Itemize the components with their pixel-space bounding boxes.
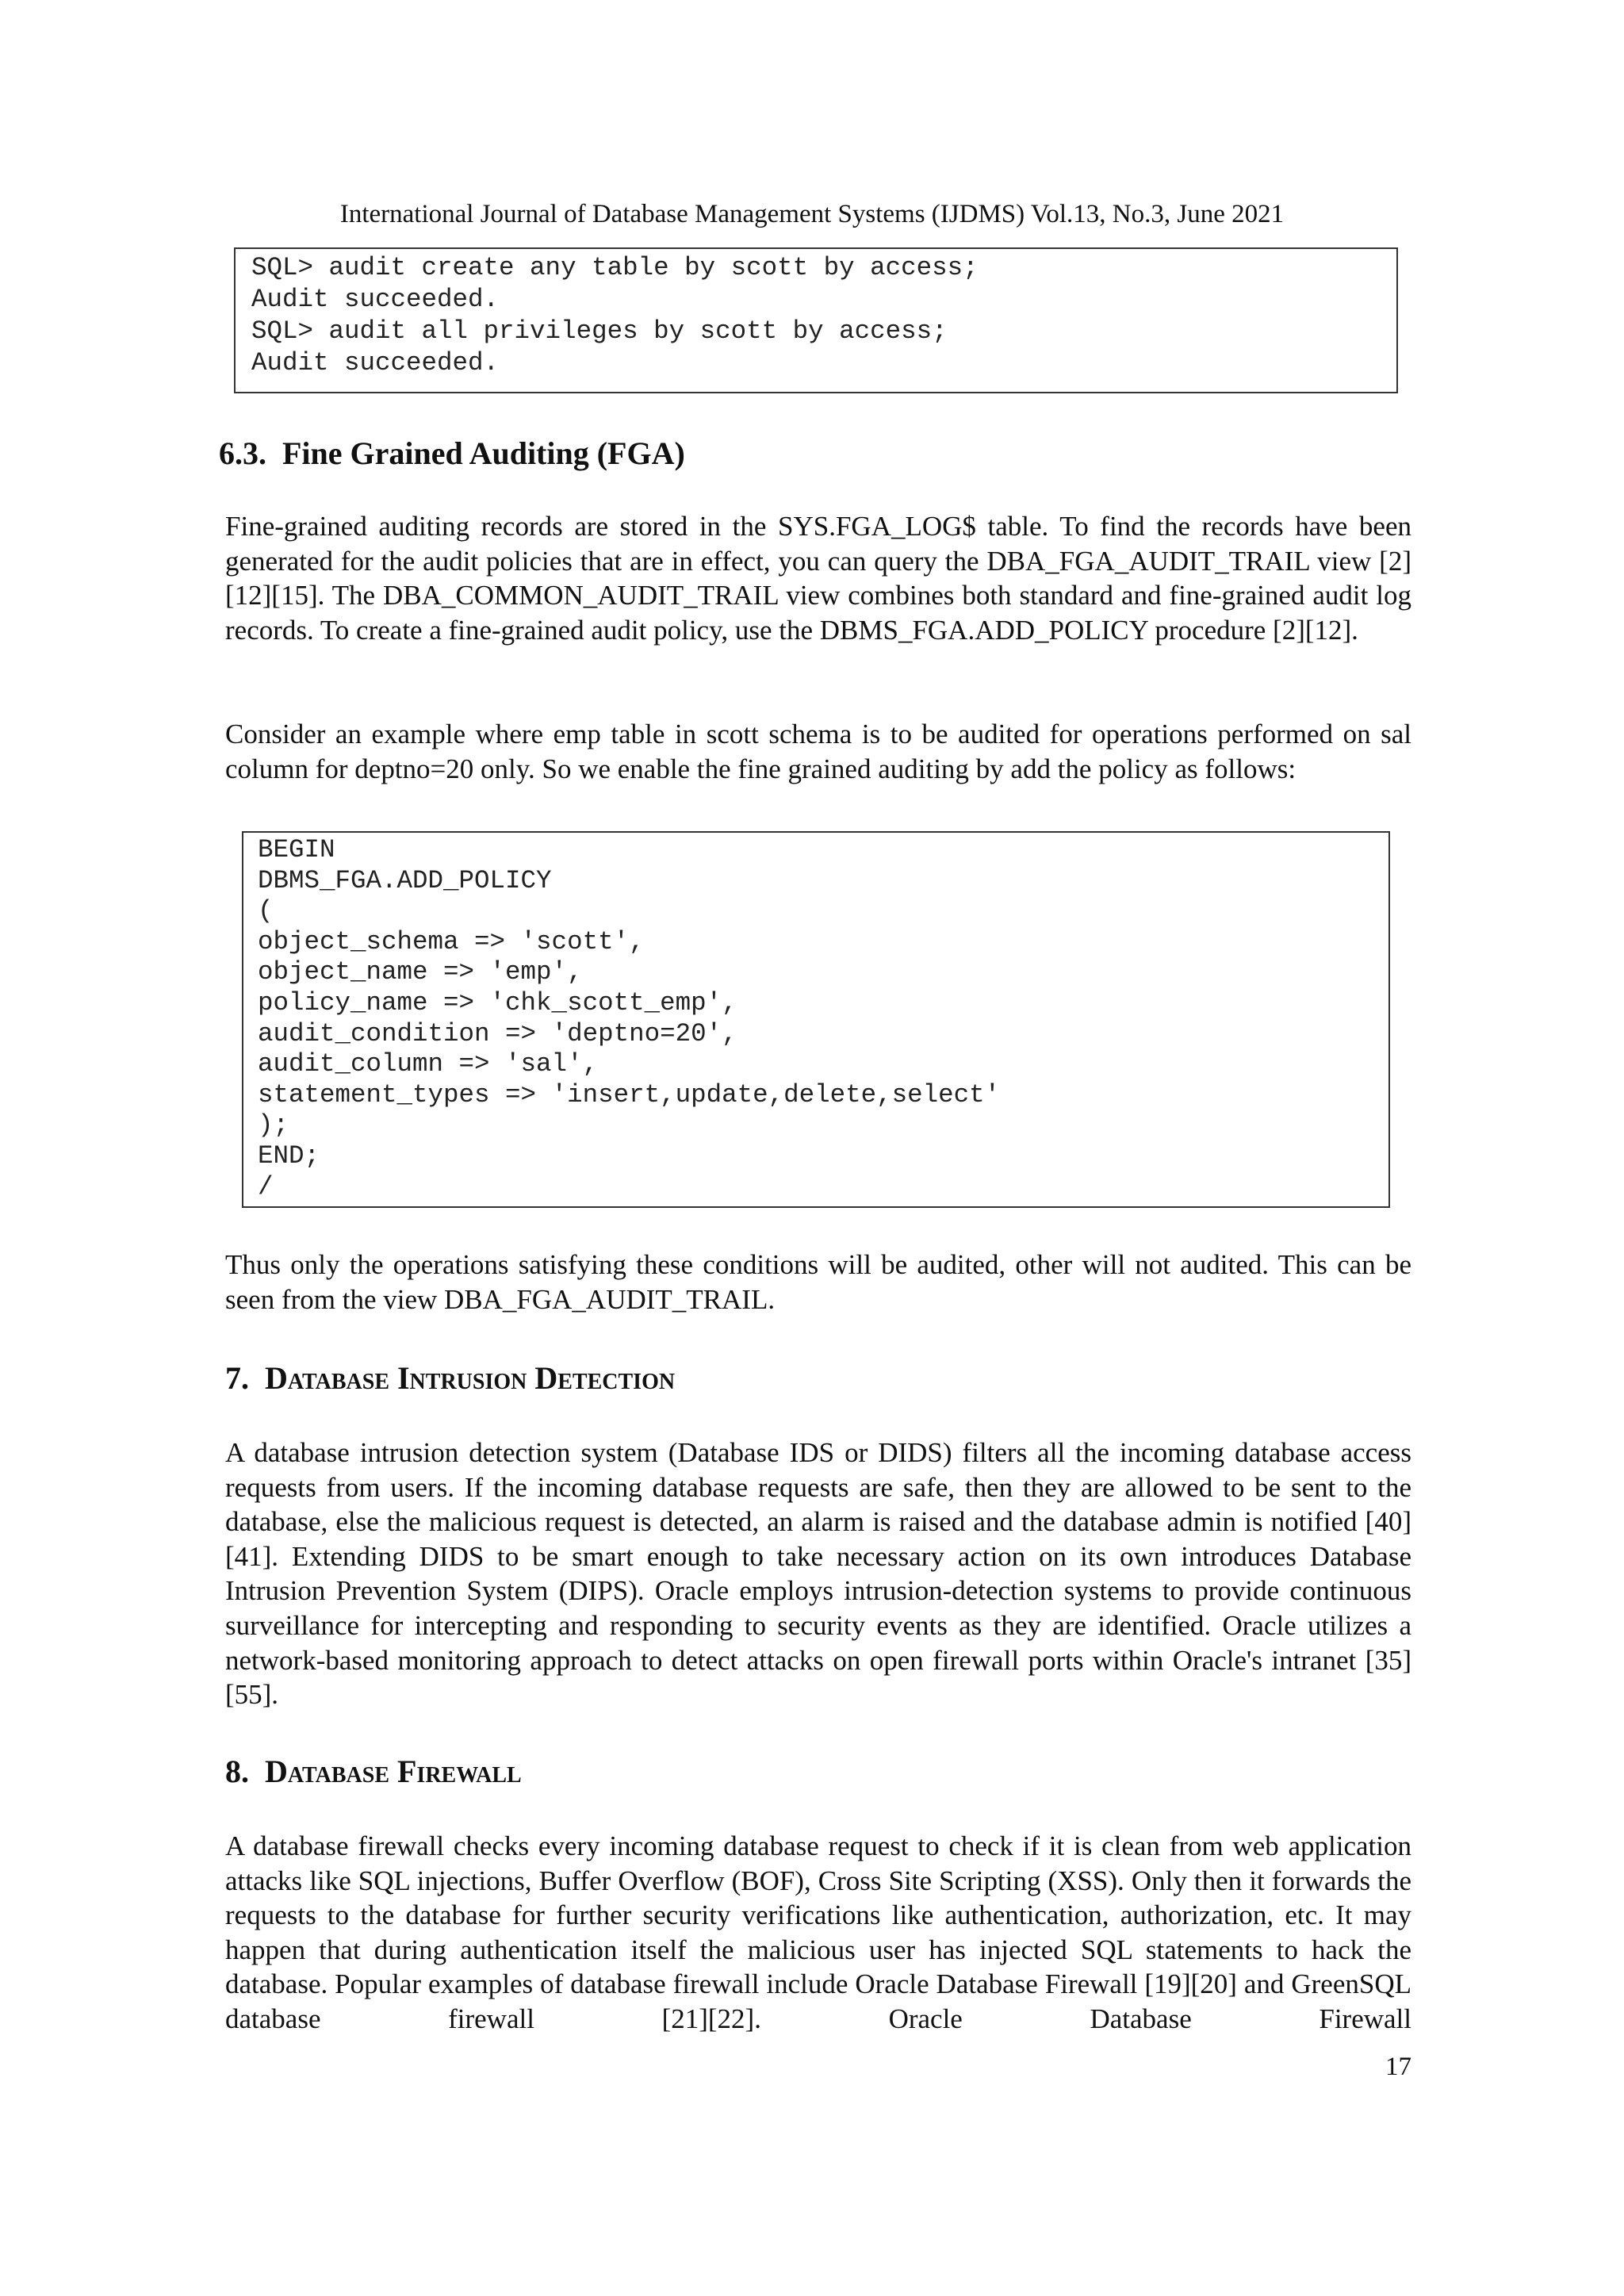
section-heading-6-3 bbox=[219, 433, 685, 474]
paragraph-fga-intro: Fine-grained auditing records are stored in the SYS.FGA_LOG$ table. To find the records have been generated for the audit policies that are in effect, you can query the DBA_FGA_AUDIT_TRAIL view [2][12][15]. The DBA_COMMON_AUDIT_TRAIL view combines both standard and fine-grained audit log records. To create a fine-grained audit policy, use the DBMS_FGA.ADD_POLICY procedure [2][12]. bbox=[225, 511, 1411, 646]
code-line: / bbox=[258, 1171, 274, 1202]
section-number: 7. bbox=[225, 1360, 249, 1396]
section-title: Database Firewall bbox=[265, 1754, 522, 1789]
code-block-fga-policy bbox=[242, 831, 1390, 1208]
code-line: ); bbox=[258, 1110, 289, 1140]
code-line: policy_name => 'chk_scott_emp', bbox=[258, 987, 737, 1018]
paragraph-fga-example: Consider an example where emp table in scott schema is to be audited for operations performed on sal column for deptno=20 only. So we enable the fine grained auditing by add the policy as follows: bbox=[225, 719, 1411, 784]
section-heading-7 bbox=[225, 1358, 675, 1399]
code-line: SQL> audit all privileges by scott by access; bbox=[251, 316, 948, 346]
code-line: object_name => 'emp', bbox=[258, 957, 583, 987]
code-line: END; bbox=[258, 1140, 320, 1171]
paragraph-intrusion-detection: A database intrusion detection system (Database IDS or DIDS) filters all the incoming database access requests from users. If the incoming database requests are safe, then they are allowed to be sent to the database, else the malicious request is detected, an alarm is raised and the database admin is notified [40][41]. Extending DIDS to be smart enough to take necessary action on its own introduces Database Intrusion Prevention System (DIPS). Oracle employs intrusion-detection systems to provide continuous surveillance for intercepting and responding to security events as they are identified. Oracle utilizes a network-based monitoring approach to detect attacks on open firewall ports within Oracle's intranet [35][55]. bbox=[225, 1437, 1411, 1711]
page-number: 17 bbox=[1385, 2053, 1411, 2081]
code-line: Audit succeeded. bbox=[251, 348, 500, 378]
code-line: BEGIN bbox=[258, 835, 335, 864]
paragraph-database-firewall: A database firewall checks every incoming database request to check if it is clean from web application attacks like SQL injections, Buffer Overflow (BOF), Cross Site Scripting (XSS). Only then it forwards the requests to the database for further security verifications like authentication, authorization, etc. It may happen that during authentication itself the malicious user has injected SQL statements to hack the database. Popular examples of database firewall include Oracle Database Firewall [19][20] and GreenSQL database firewall [21][22]. Oracle Database Firewall bbox=[225, 1830, 1411, 2034]
code-line: statement_types => 'insert,update,delete,select' bbox=[258, 1079, 1001, 1110]
code-line: DBMS_FGA.ADD_POLICY bbox=[258, 865, 552, 895]
code-line: object_schema => 'scott', bbox=[258, 926, 645, 956]
section-number: 6.3. bbox=[219, 435, 266, 471]
code-block-audit-statements bbox=[234, 247, 1398, 393]
code-line: SQL> audit create any table by scott by access; bbox=[251, 253, 979, 282]
code-line: audit_column => 'sal', bbox=[258, 1049, 599, 1079]
code-line: ( bbox=[258, 896, 274, 926]
code-line: audit_condition => 'deptno=20', bbox=[258, 1018, 737, 1048]
section-number: 8. bbox=[225, 1754, 249, 1789]
section-title: Fine Grained Auditing (FGA) bbox=[282, 435, 685, 471]
code-line: Audit succeeded. bbox=[251, 285, 500, 314]
paragraph-fga-result: Thus only the operations satisfying these conditions will be audited, other will not audited. This can be seen from the view DBA_FGA_AUDIT_TRAIL. bbox=[225, 1249, 1411, 1315]
section-heading-8 bbox=[225, 1751, 522, 1792]
running-head: International Journal of Database Management Systems (IJDMS) Vol.13, No.3, June 2021 bbox=[339, 200, 1285, 228]
section-title: Database Intrusion Detection bbox=[265, 1360, 676, 1396]
